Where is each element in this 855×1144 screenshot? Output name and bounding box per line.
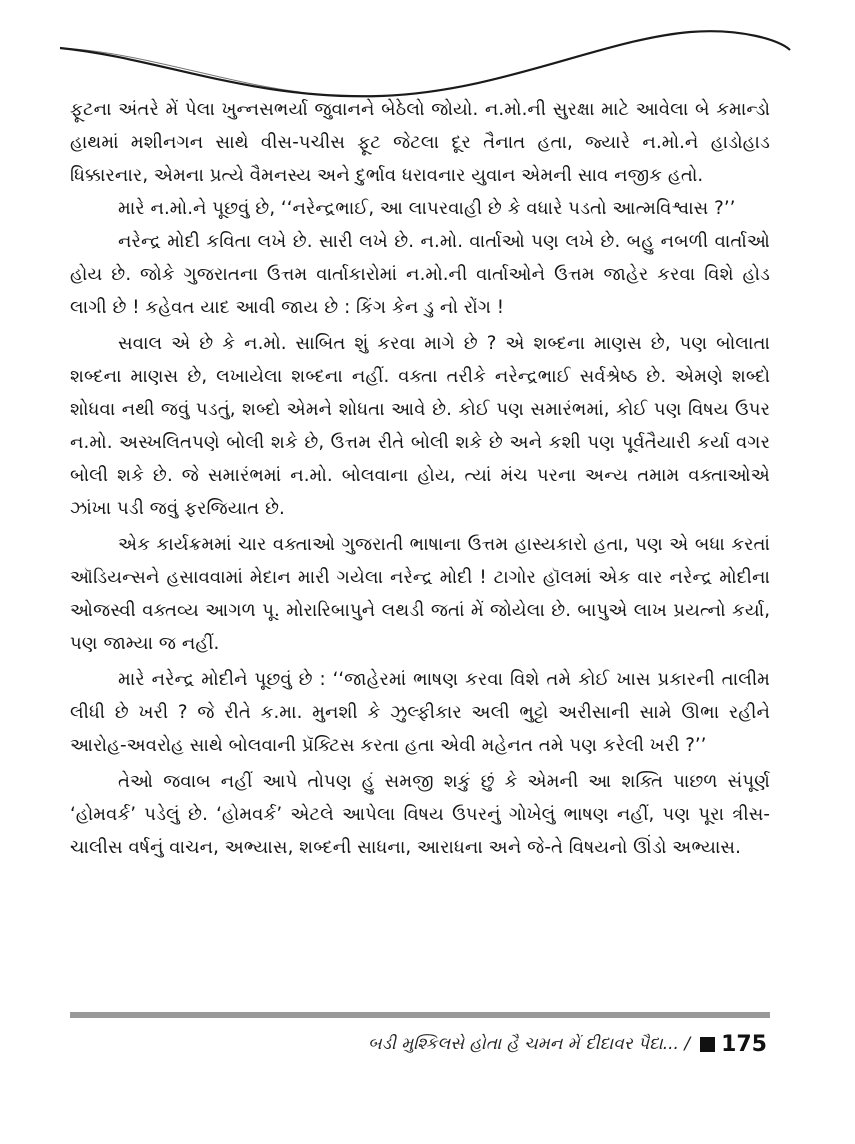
running-title: બડી મુશ્કિલસે હોતા હૈ ચમન મેં દીદાવર પૈદા... / — [368, 1034, 691, 1054]
paragraph-2: મારે ન.મો.ને પૂછવું છે, ‘‘નરેન્દ્રભાઈ, આ લાપરવાહી છે કે વધારે પડતો આત્મવિશ્વાસ ?’’ — [118, 198, 736, 219]
paragraph-7: તેઓ જવાબ નહીં આપે તોપણ હું સમજી શકું છું કે એમની આ શક્તિ પાછળ સંપૂર્ણ ‘હોમવર્ક’ પડેલું છે. ‘હોમવર્ક’ એટલે આપેલા વિષય ઉપરનું ગોખેલું ભાષણ નહીં, પણ પૂરા ત્રીસ-ચાલીસ વર્ષનું વાચન, અભ્યાસ, શબ્દની સાધના, આરાધના અને જે-તે વિષયનો ઊંડો અભ્યાસ. — [70, 771, 770, 858]
black-square-icon — [700, 1037, 715, 1052]
paragraph-1: ફૂટના અંતરે મેં પેલા ખુન્નસભર્યા જુવાનને બેઠેલો જોયો. ન.મો.ની સુરક્ષા માટે આવેલા બે કમાન્ડો હાથમાં મશીનગન સાથે વીસ-પચીસ ફૂટ જેટલા દૂર તૈનાત હતા, જ્યારે ન.મો.ને હાડોહાડ ધિક્કારનાર, એમના પ્રત્યે વૈમનસ્ય અને દુર્ભાવ ધરાવનાર યુવાન એમની સાવ નજીક હતો. — [70, 99, 770, 186]
paragraph-3: નરેન્દ્ર મોદી કવિતા લખે છે. સારી લખે છે. ન.મો. વાર્તાઓ પણ લખે છે. બહુ નબળી વાર્તાઓ હોય છે. જોકે ગુજરાતના ઉત્તમ વાર્તાકારોમાં ન.મો.ની વાર્તાઓને ઉત્તમ જાહેર કરવા વિશે હોડ લાગી છે ! કહેવત યાદ આવી જાય છે : કિંગ કેન ડુ નો રોંગ ! — [70, 231, 770, 318]
page-number: 175 — [721, 1031, 767, 1057]
paragraph-4: સવાલ એ છે કે ન.મો. સાબિત શું કરવા માગે છે ? એ શબ્દના માણસ છે, પણ બોલાતા શબ્દના માણસ છે, લખાયેલા શબ્દના નહીં. વક્તા તરીકે નરેન્દ્રભાઈ સર્વશ્રેષ્ઠ છે. એમણે શબ્દો શોધવા નથી જવું પડતું, શબ્દો એમને શોધતા આવે છે. કોઈ પણ સમારંભમાં, કોઈ પણ વિષય ઉપર ન.મો. અસ્ખલિતપણે બોલી શકે છે, ઉત્તમ રીતે બોલી શકે છે અને કશી પણ પૂર્વતૈયારી કર્યા વગર બોલી શકે છે. જે સમારંભમાં ન.મો. બોલવાના હોય, ત્યાં મંચ પરના અન્ય તમામ વક્તાઓએ ઝાંખા પડી જવું ફરજિયાત છે. — [70, 333, 770, 519]
paragraph-6: મારે નરેન્દ્ર મોદીને પૂછવું છે : ‘‘જાહેરમાં ભાષણ કરવા વિશે તમે કોઈ ખાસ પ્રકારની તાલીમ લીધી છે ખરી ? જે રીતે ક.મા. મુનશી કે ઝુલ્ફીકાર અલી ભુટ્ટો અરીસાની સામે ઊભા રહીને આરોહ-અવરોહ સાથે બોલવાની પ્રૅક્ટિસ કરતા હતા એવી મહેનત તમે પણ કરેલી ખરી ?’’ — [70, 669, 770, 756]
paragraph-5: એક કાર્યક્રમમાં ચાર વક્તાઓ ગુજરાતી ભાષાના ઉત્તમ હાસ્યકારો હતા, પણ એ બધા કરતાં ઑડિયન્સને હસાવવામાં મેદાન મારી ગયેલા નરેન્દ્ર મોદી ! ટાગોર હૉલમાં એક વાર નરેન્દ્ર મોદીના ઓજસ્વી વક્તવ્ય આગળ પૂ. મોરારિબાપુને લથડી જતાં મેં જોયેલા છે. બાપુએ લાખ પ્રયત્નો કર્યા, પણ જામ્યા જ નહીં. — [70, 534, 770, 654]
footer-divider — [70, 1012, 770, 1018]
page-footer — [368, 1024, 767, 1064]
body-text — [70, 93, 770, 864]
